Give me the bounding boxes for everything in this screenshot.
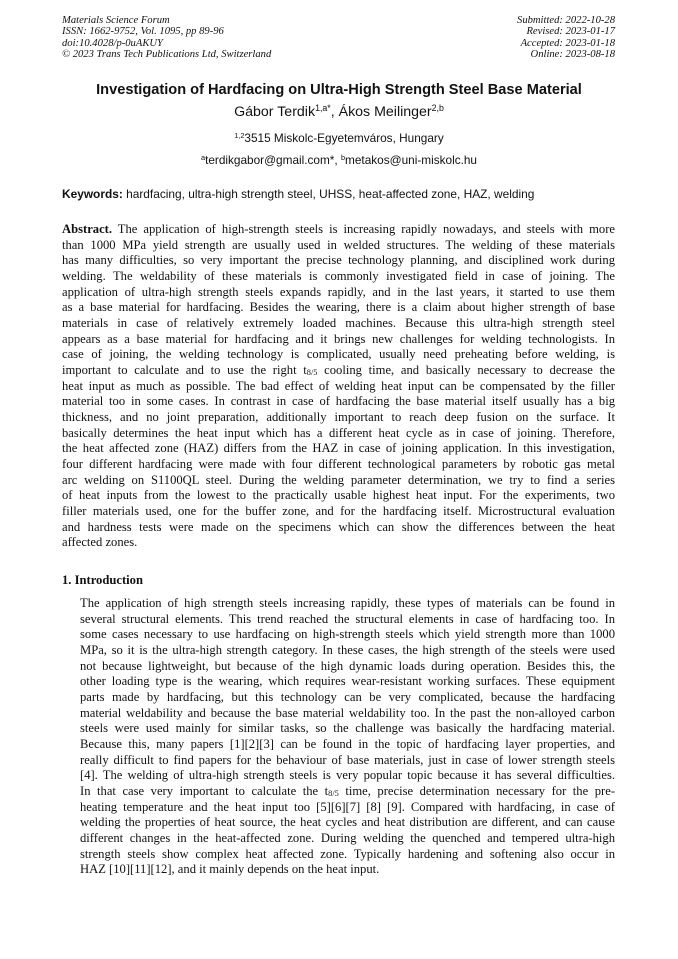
- intro-line: welding the properties of heat source, the heat cycles and heat distribution are different, and can cause: [80, 815, 615, 830]
- abstract-line: of heat inputs from the lowest to the practically usable highest heat input. For the experiments, two: [62, 488, 615, 503]
- abstract-line: material too in some cases. In contrast in case of hardfacing the base material itself usually has a big: [62, 394, 615, 409]
- abstract: [62, 222, 615, 551]
- intro-line: some cases necessary to use hardfacing on high-strength steels which yield strength more than 1000: [80, 627, 615, 642]
- abstract-line: Abstract. The application of high-strength steels is increasing rapidly nowadays, and steels with more: [62, 222, 615, 236]
- abstract-line: case of joining, the welding technology is complicated, usually need preheating before welding, is: [62, 347, 615, 362]
- intro-line: In that case very important to calculate the $t_{8/5}$ time, precise determination necessary for the pre-: [80, 784, 616, 799]
- paper-title: Investigation of Hardfacing on Ultra-High Strength Steel Base Material: [96, 82, 582, 98]
- abstract-line: than 1000 MPa yield strength are usually used in welded structures. The welding of these materials: [62, 237, 615, 252]
- journal-info: [62, 15, 271, 60]
- abstract-line: heat input as much as possible. The bad effect of welding heat input can be compensated by the filler: [62, 378, 615, 393]
- submitted-date: Submitted: 2022-10-28: [517, 15, 615, 26]
- keywords-text: hardfacing, ultra-high strength steel, UHSS, heat-affected zone, HAZ, welding: [122, 187, 535, 201]
- affiliation-text: 3515 Miskolc-Egyetemváros, Hungary: [244, 131, 444, 145]
- intro-line: strength steels show complex heat affected zone. Typically hardening and softening also occur in: [80, 846, 615, 861]
- author-1: Gábor Terdik: [234, 104, 316, 120]
- abstract-line: has many difficulties, so very important the precise technology planning, and disciplined work during: [62, 253, 615, 268]
- affiliation-marker: 1,2: [234, 130, 245, 140]
- t85-subscript: 8/5: [328, 789, 339, 799]
- intro-line: HAZ [10][11][12], and it mainly depends on the heat input.: [80, 862, 380, 877]
- doi-line[interactable]: doi:10.4028/p-0uAKUY: [62, 37, 163, 49]
- abstract-line: affected zones.: [62, 535, 138, 550]
- intro-line: The application of high strength steels increasing rapidly, these types of materials can be found in: [80, 596, 615, 610]
- abstract-line: materials in case of relatively extremely loaded machines. Because this ultra-high strength steel: [62, 316, 615, 331]
- intro-line: different changes in the heat-affected zone. During welding the quenched and tempered ultra-high: [80, 831, 615, 846]
- issn-line: ISSN: 1662-9752, Vol. 1095, pp 89-96: [62, 26, 224, 38]
- intro-line: heating temperature and the heat input too [5][6][7] [8] [9]. Compared with hardfacing, in case of: [80, 799, 615, 814]
- abstract-line: the heat affected zone (HAZ) differs from the HAZ in case of joining application. In this investigation,: [62, 441, 615, 456]
- abstract-line: basically determines the heat input which has a different heat cycle as in case of joining. Therefore,: [62, 425, 615, 440]
- accepted-date: Accepted: 2023-01-18: [520, 37, 615, 49]
- author-separator: ,: [330, 104, 339, 120]
- introduction-paragraph: [62, 596, 615, 878]
- section-heading-introduction: 1. Introduction: [62, 573, 143, 587]
- author-2-affil-marker: 2,b: [431, 103, 444, 114]
- intro-line: [4]. The welding of ultra-high strength steels is very popular topic because it has several difficulties.: [80, 768, 615, 783]
- abstract-line: appears as a base material for hardfacing and it brings new challenges for welding technologists. In: [62, 331, 615, 346]
- intro-line: parts made by hardfacing, but this technology can be very complicated, because the hardfacing: [80, 690, 615, 705]
- abstract-line: welding. The weldability of these materials is commonly investigated field in case of joining. The: [62, 269, 615, 284]
- abstract-line: and hardness tests were made on the specimens which can show the differences between the heat: [62, 519, 615, 534]
- online-date: Online: 2023-08-18: [530, 48, 615, 60]
- intro-line: steels were used mainly for similar tasks, so the challenge was basically the hardfacing material.: [80, 721, 615, 736]
- t85-subscript: 8/5: [306, 368, 318, 378]
- keywords-label: Keywords:: [62, 187, 123, 201]
- email-a-marker: a: [201, 152, 206, 162]
- intro-line: Because this, many papers [1][2][3] can be found in the topic of hardfacing layer properties, and: [80, 737, 615, 752]
- intro-line: MPa, so it is the ultra-high strength category. In these cases, the high strength of the steels were used: [80, 643, 615, 658]
- journal-name: Materials Science Forum: [62, 15, 170, 26]
- abstract-line: arc welding on S1100QL steel. During the welding parameter determination, we try to find a series: [62, 472, 615, 487]
- email-a[interactable]: terdikgabor@gmail.com*,: [205, 153, 341, 167]
- abstract-line: application of ultra-high strength steels expands rapidly, and in the last years, it started to use them: [62, 284, 615, 299]
- abstract-label: Abstract.: [62, 222, 113, 236]
- intro-line: material weldability and because the base material weldability too. In the past the non-alloyed carbon: [80, 705, 615, 720]
- abstract-line: filler materials used, one for the buffer zone, and for the hardfacing itself. Microstructural evaluation: [62, 504, 615, 519]
- abstract-line: four different hardfacing were made with four different technological parameters by robotic gas metal: [62, 457, 615, 472]
- author-1-affil-marker: 1,a*: [315, 103, 331, 114]
- affiliation: [0, 131, 678, 145]
- intro-line: really difficult to find papers for the behaviour of base materials, just in case of lower strength steels: [80, 752, 615, 767]
- email-b-marker: b: [340, 152, 346, 162]
- intro-line: several structural elements. This trend reached the structural elements in case of hardfacing too. In: [80, 611, 615, 626]
- author-emails: [0, 153, 678, 167]
- dates-info: [517, 15, 615, 60]
- abstract-line: thickness, and no joint preparation, additionally important to reach deep fusion on the surface. It: [62, 410, 615, 425]
- author-2: Ákos Meilinger: [338, 104, 432, 120]
- copyright-line: © 2023 Trans Tech Publications Ltd, Switzerland: [62, 48, 272, 60]
- revised-date: Revised: 2023-01-17: [526, 26, 615, 38]
- abstract-line: important to calculate and to use the right $t_{8/5}$ cooling time, and basically necessary to decrease the: [62, 363, 615, 378]
- abstract-line: as a base material for hardfacing. Besides the wearing, there is a claim about higher strength of base: [62, 300, 615, 315]
- author-list: [0, 104, 678, 120]
- email-b[interactable]: metakos@uni-miskolc.hu: [345, 153, 477, 167]
- keywords: [62, 187, 618, 201]
- intro-line: not because lightweight, but because of the high dynamic loads during operation. Besides this, the: [80, 658, 615, 673]
- intro-line: other loading type is the wearing, which requires wear-resistant working surfaces. These equipment: [80, 674, 615, 689]
